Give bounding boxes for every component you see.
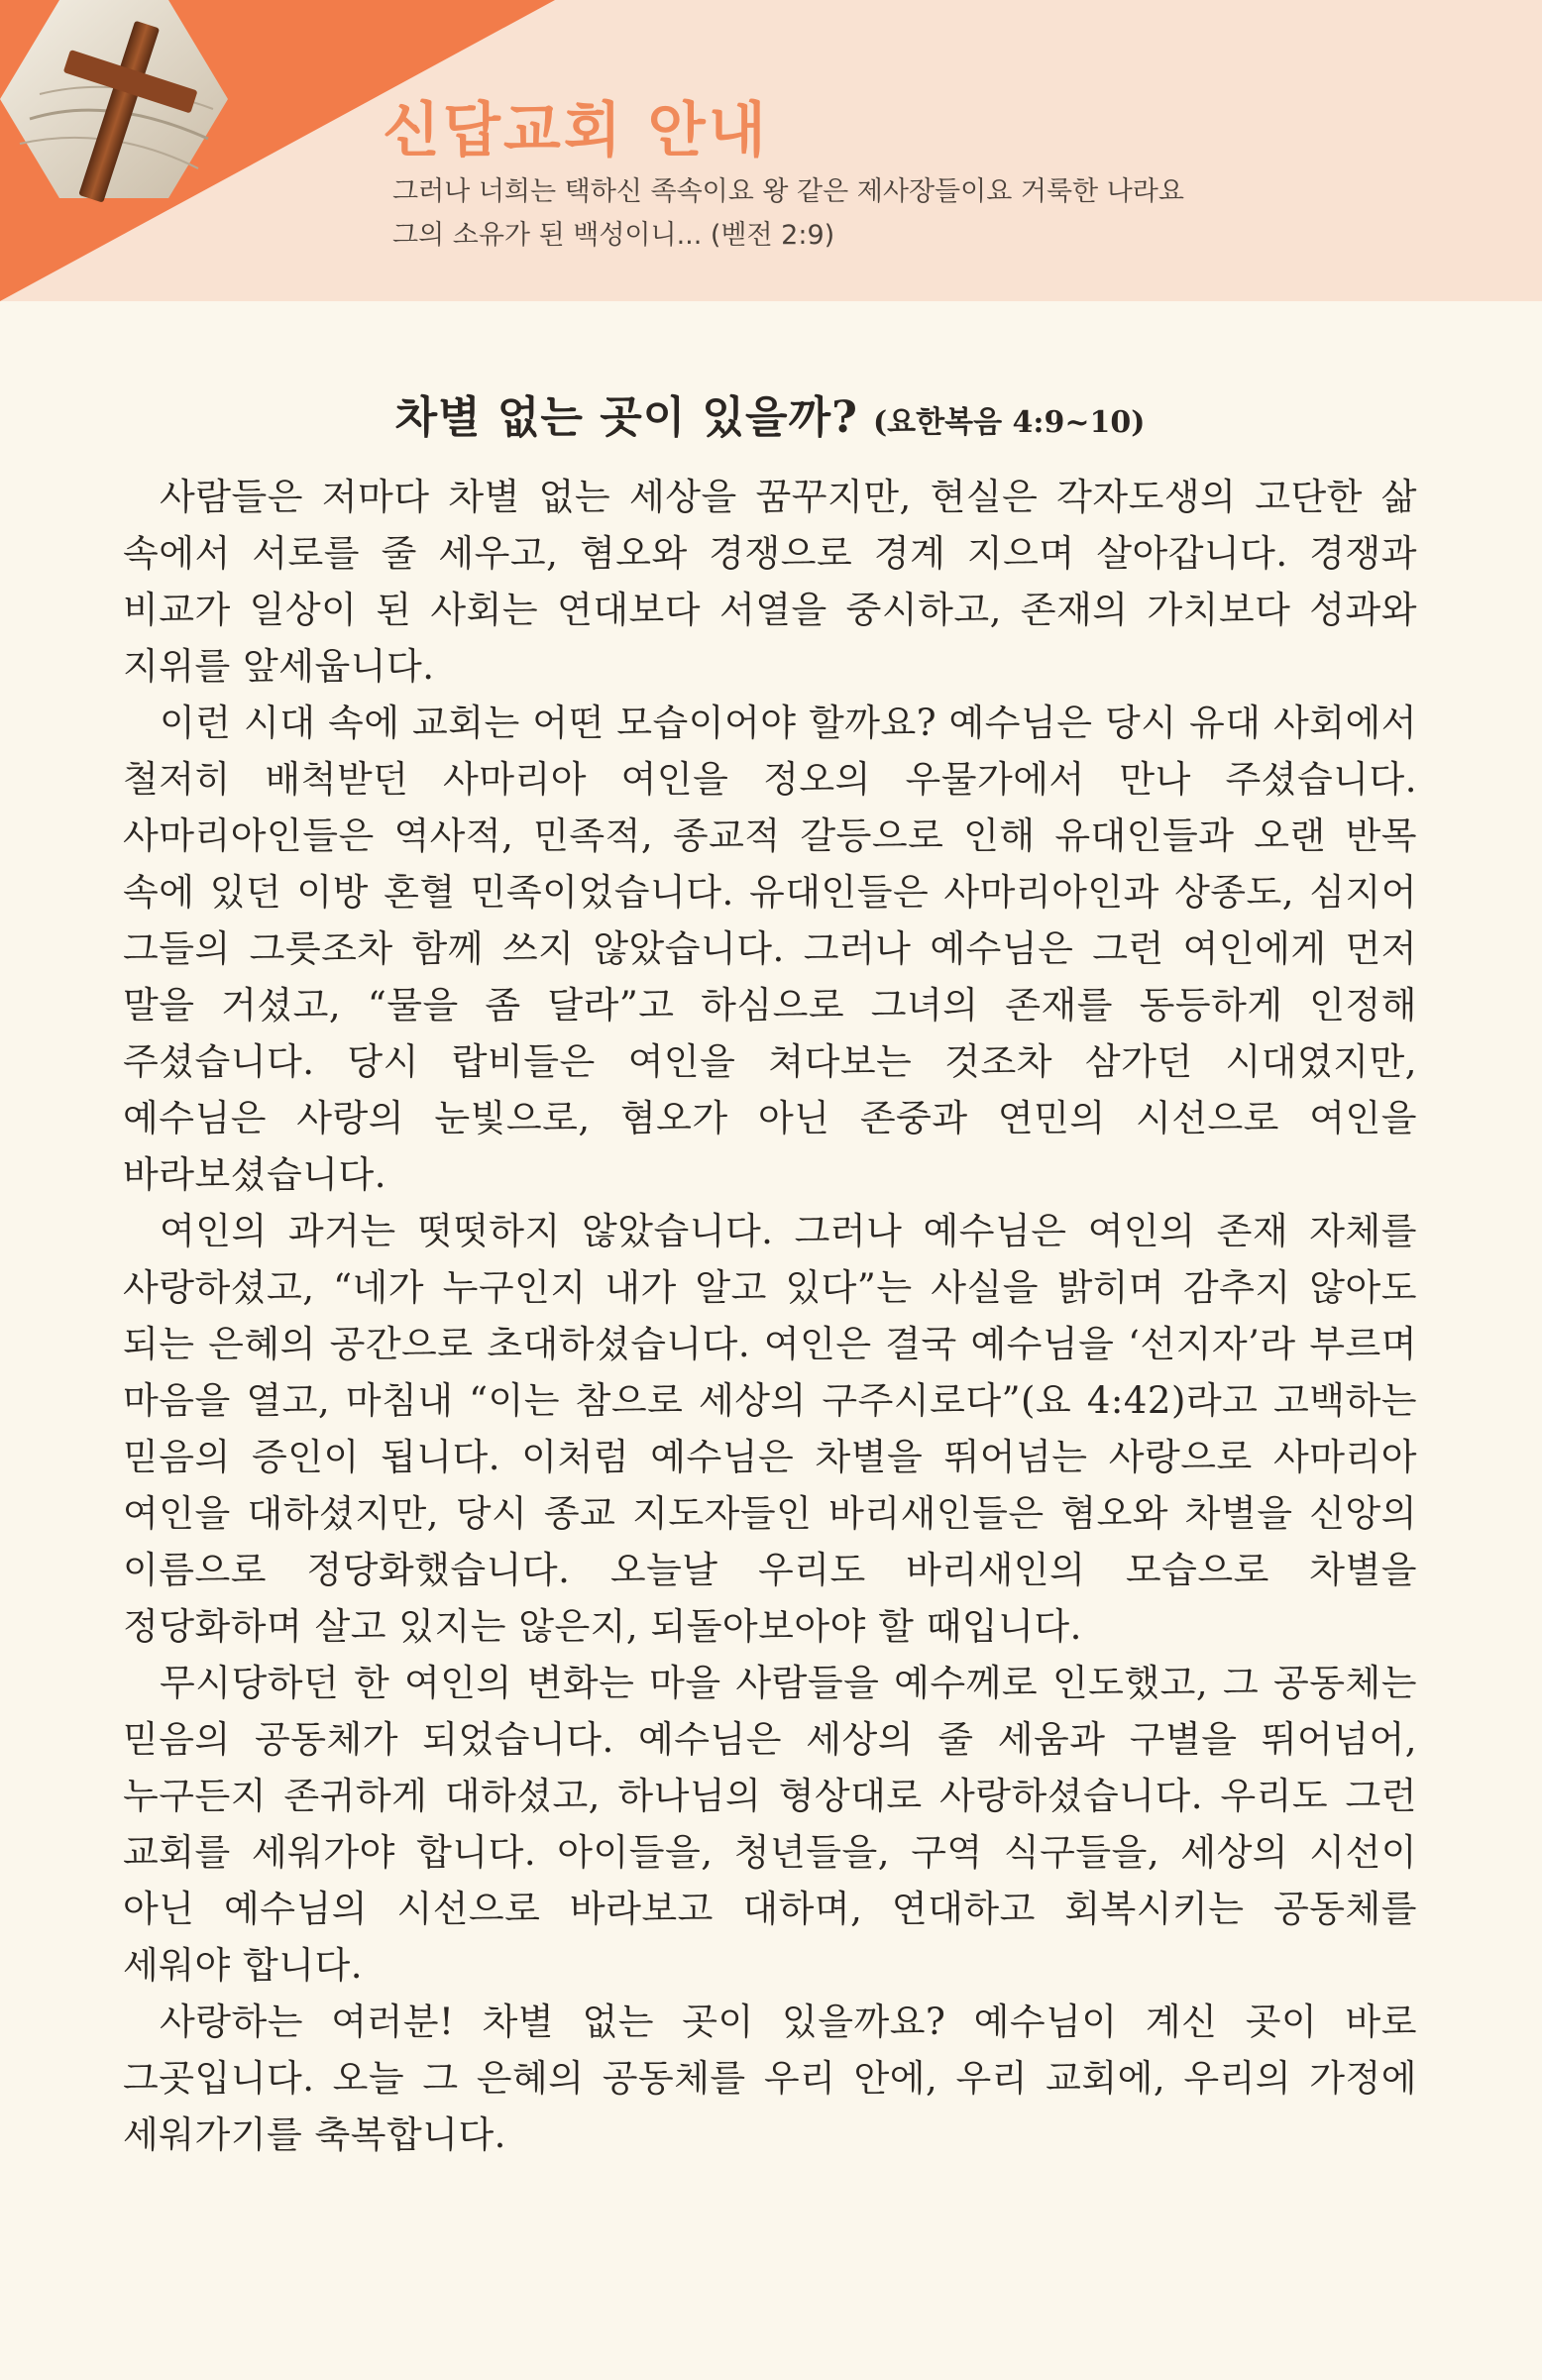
article-paragraph: 무시당하던 한 여인의 변화는 마을 사람들을 예수께로 인도했고, 그 공동체는 믿음의 공동체가 되었습니다. 예수님은 세상의 줄 세움과 구별을 뛰어넘어, 누구든지 존귀하게 대하셨고, 하나님의 형상대로 사랑하셨습니다. 우리도 그런 교회를 세워가야 합니다. 아이들을, 청년들을, 구역 식구들을, 세상의 시선이 아닌 예수님의 시선으로 바라보고 대하며, 연대하고 회복시키는 공동체를 세워야 합니다. — [123, 1662, 1417, 1987]
church-info-title: 신답교회 안내 — [383, 96, 769, 165]
article-paragraph: 이런 시대 속에 교회는 어떤 모습이어야 할까요? 예수님은 당시 유대 사회에서 철저히 배척받던 사마리아 여인을 정오의 우물가에서 만나 주셨습니다. 사마리아인들은 역사적, 민족적, 종교적 갈등으로 인해 유대인들과 오랜 반목 속에 있던 이방 혼혈 민족이었습니다. 유대인들은 사마리아인과 상종도, 심지어 그들의 그릇조차 함께 쓰지 않았습니다. 그러나 예수님은 그런 여인에게 먼저 말을 거셨고, “물을 좀 달라”고 하심으로 그녀의 존재를 동등하게 인정해 주셨습니다. 당시 랍비들은 여인을 쳐다보는 것조차 삼가던 시대였지만, 예수님은 사랑의 눈빛으로, 혐오가 아닌 존중과 연민의 시선으로 여인을 바라보셨습니다. — [123, 702, 1417, 1196]
header-verse — [392, 170, 1383, 258]
verse-line-2: 그의 소유가 된 백성이니... (벧전 2:9) — [392, 220, 835, 251]
article — [123, 381, 1417, 2163]
article-paragraph: 사랑하는 여러분! 차별 없는 곳이 있을까요? 예수님이 계신 곳이 바로 그곳입니다. 오늘 그 은혜의 공동체를 우리 안에, 우리 교회에, 우리의 가정에 세워가기를 축복합니다. — [123, 2001, 1417, 2156]
article-title-text: 차별 없는 곳이 있을까? — [394, 392, 858, 443]
article-paragraph: 여인의 과거는 떳떳하지 않았습니다. 그러나 예수님은 여인의 존재 자체를 사랑하셨고, “네가 누구인지 내가 알고 있다”는 사실을 밝히며 감추지 않아도 되는 은혜의 공간으로 초대하셨습니다. 여인은 결국 예수님을 ‘선지자’라 부르며 마음을 열고, 마침내 “이는 참으로 세상의 구주시로다”(요 4:42)라고 고백하는 믿음의 증인이 됩니다. 이처럼 예수님은 차별을 뛰어넘는 사랑으로 사마리아 여인을 대하셨지만, 당시 종교 지도자들인 바리새인들은 혐오와 차별을 신앙의 이름으로 정당화했습니다. 오늘날 우리도 바리새인의 모습으로 차별을 정당화하며 살고 있지는 않은지, 되돌아보아야 할 때입니다. — [123, 1210, 1417, 1648]
cross-bible-image — [0, 0, 228, 228]
article-title — [123, 381, 1417, 445]
scripture-reference: (요한복음 4:9~10) — [872, 405, 1146, 440]
header-banner — [0, 0, 1542, 301]
article-paragraph: 사람들은 저마다 차별 없는 세상을 꿈꾸지만, 현실은 각자도생의 고단한 삶 속에서 서로를 줄 세우고, 혐오와 경쟁으로 경계 지으며 살아갑니다. 경쟁과 비교가 일상이 된 사회는 연대보다 서열을 중시하고, 존재의 가치보다 성과와 지위를 앞세웁니다. — [123, 476, 1417, 688]
verse-line-1: 그러나 너희는 택하신 족속이요 왕 같은 제사장들이요 거룩한 나라요 — [392, 176, 1184, 207]
